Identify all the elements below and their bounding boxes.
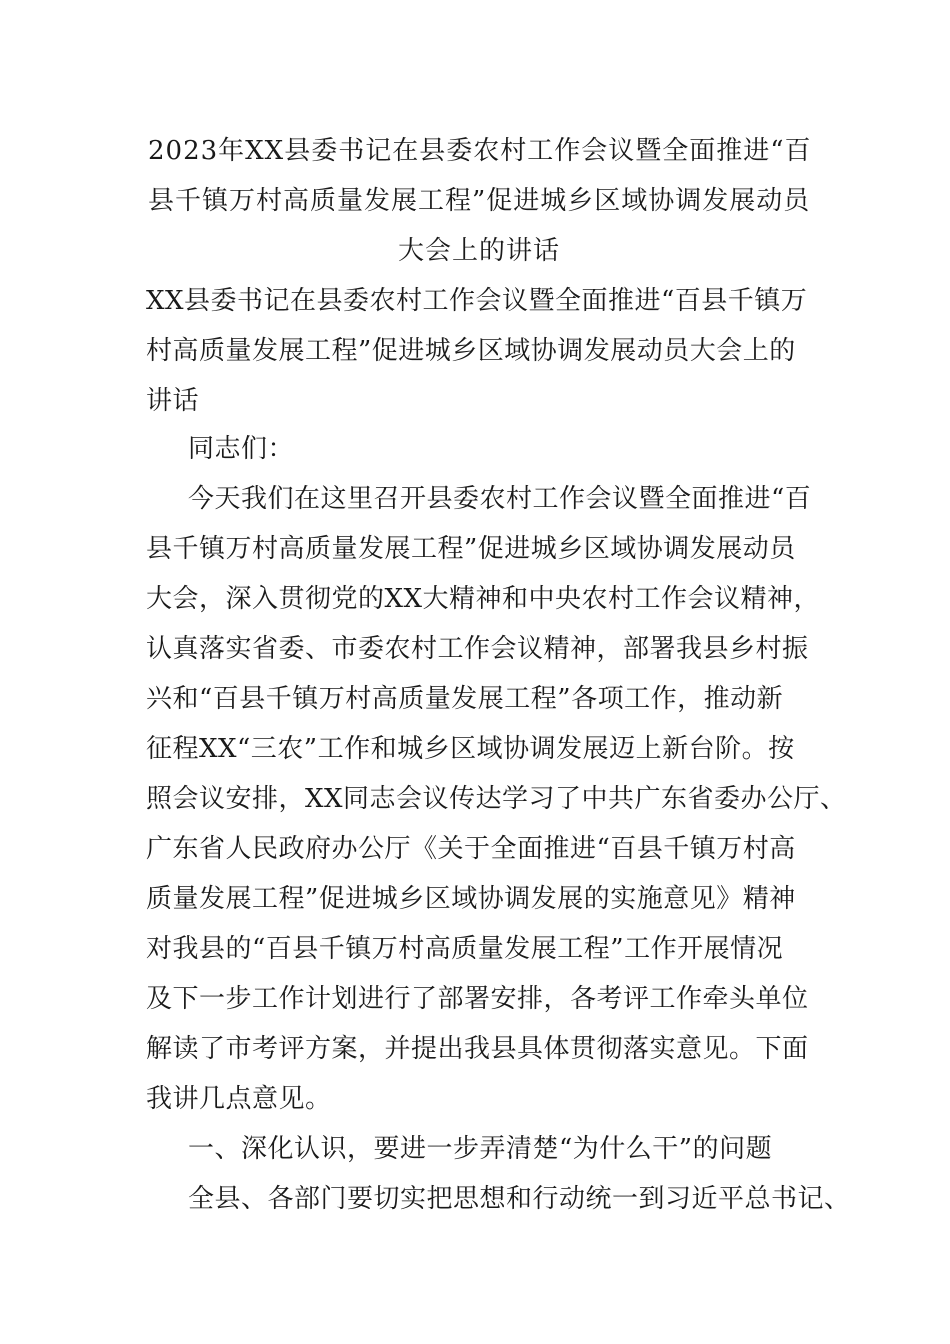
- title-line-3: 大会上的讲话: [398, 236, 561, 266]
- paragraph-line: 大会，深入贯彻党的XX大精神和中央农村工作会议精神，: [146, 584, 821, 614]
- paragraph-line: 县千镇万村高质量发展工程”促进城乡区域协调发展动员: [146, 534, 796, 564]
- paragraph-line: 今天我们在这里召开县委农村工作会议暨全面推进“百: [188, 484, 812, 514]
- subtitle-line-1: XX县委书记在县委农村工作会议暨全面推进“百县千镇万: [146, 286, 808, 316]
- paragraph-line: 我讲几点意见。: [146, 1084, 332, 1114]
- paragraph-line: 对我县的“百县千镇万村高质量发展工程”工作开展情况: [146, 934, 784, 964]
- paragraph-line: 及下一步工作计划进行了部署安排，各考评工作牵头单位: [146, 984, 809, 1014]
- paragraph-line: 照会议安排，XX同志会议传达学习了中共广东省委办公厅、: [146, 784, 847, 814]
- title-line-2: 县千镇万村高质量发展工程”促进城乡区域协调发展动员: [148, 186, 811, 216]
- title-line-1: 2023年XX县委书记在县委农村工作会议暨全面推进“百: [148, 136, 812, 166]
- subtitle-line-2: 村高质量发展工程”促进城乡区域协调发展动员大会上的: [146, 336, 796, 366]
- subtitle-line-3: 讲话: [146, 386, 200, 416]
- paragraph-line: 解读了市考评方案，并提出我县具体贯彻落实意见。下面: [146, 1034, 809, 1064]
- paragraph-line: 征程XX“三农”工作和城乡区域协调发展迈上新台阶。按: [146, 734, 795, 764]
- paragraph-line: 认真落实省委、市委农村工作会议精神，部署我县乡村振: [146, 634, 809, 664]
- section-heading: 一、深化认识，要进一步弄清楚“为什么干”的问题: [188, 1134, 773, 1164]
- paragraph-line: 广东省人民政府办公厅《关于全面推进“百县千镇万村高: [146, 834, 796, 864]
- paragraph-line: 兴和“百县千镇万村高质量发展工程”各项工作，推动新: [146, 684, 784, 714]
- paragraph-line: 质量发展工程”促进城乡区域协调发展的实施意见》精神: [146, 884, 796, 914]
- paragraph-line: 全县、各部门要切实把思想和行动统一到习近平总书记、: [188, 1184, 851, 1214]
- salutation: 同志们：: [188, 434, 295, 464]
